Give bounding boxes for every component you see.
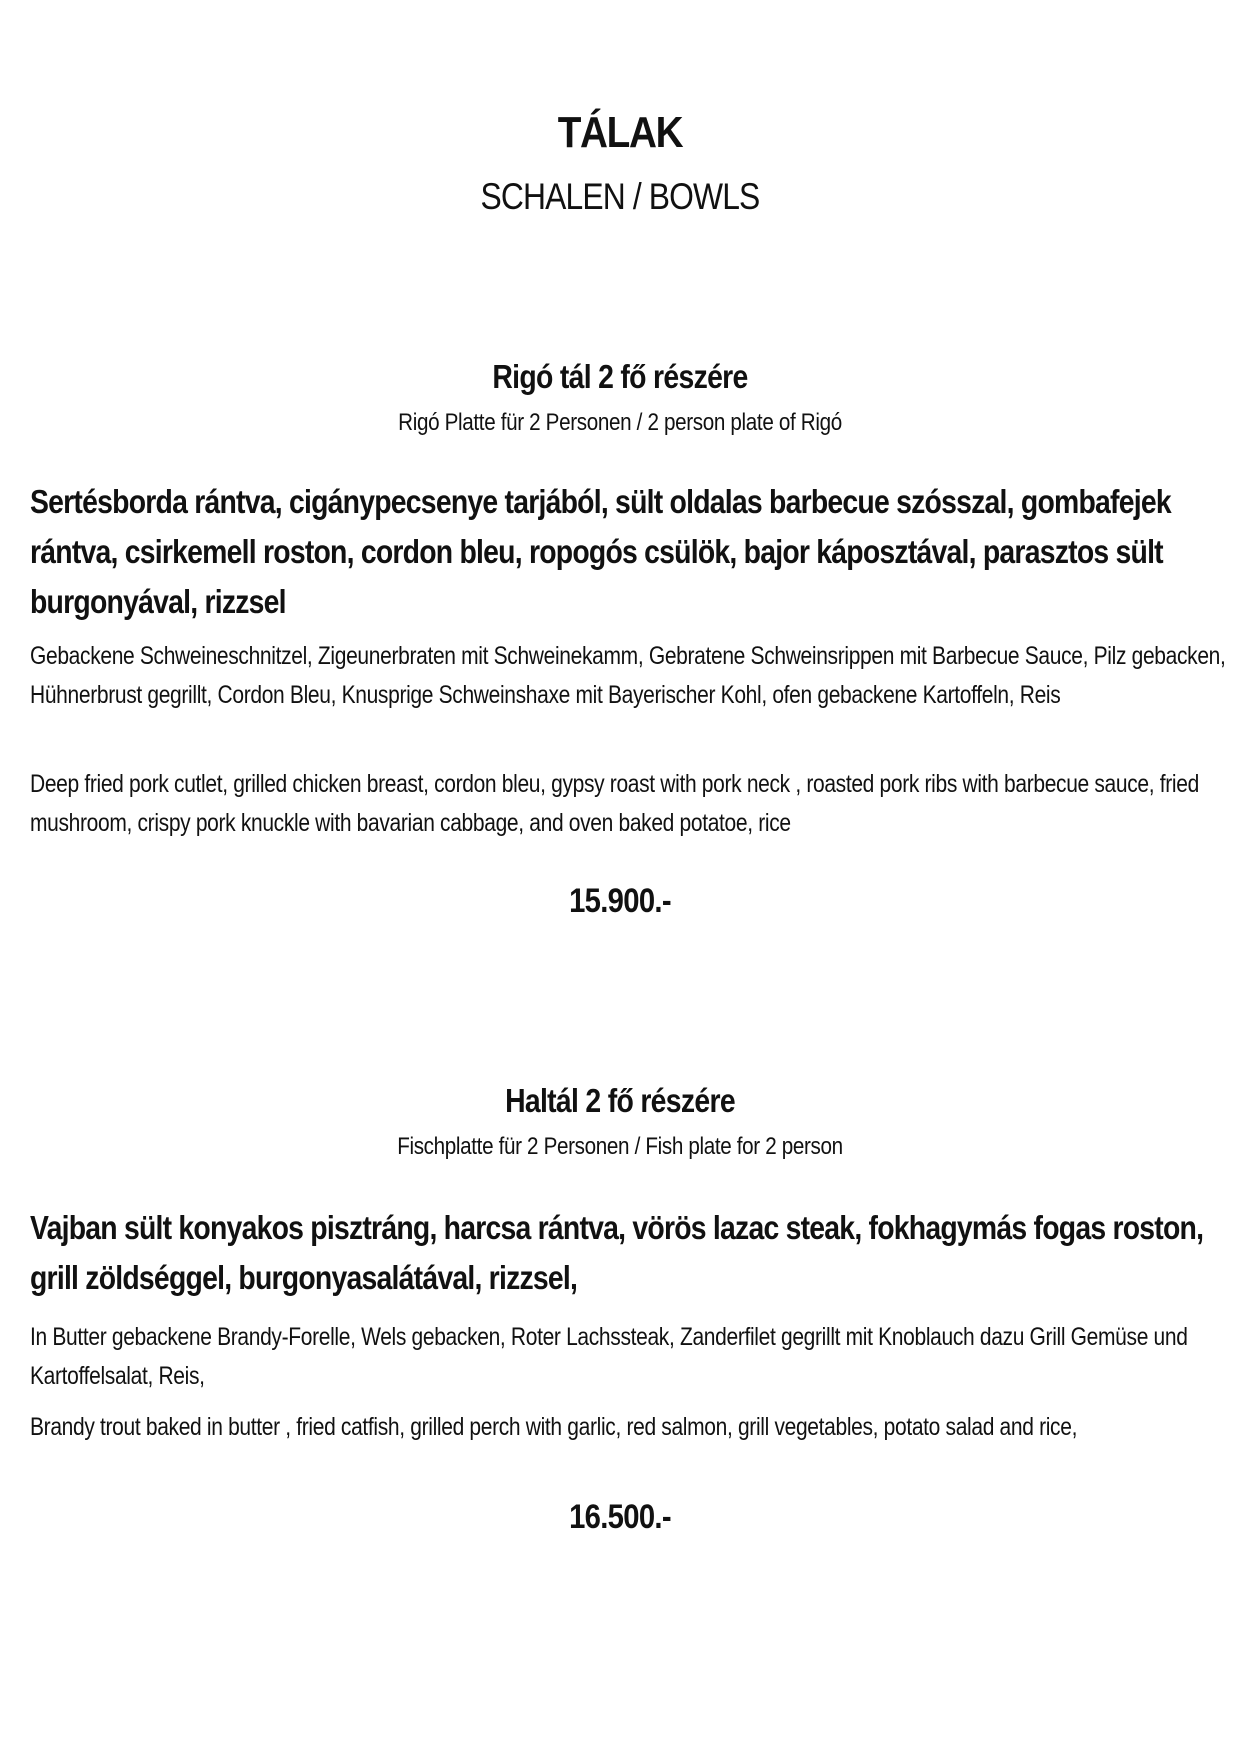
- dish-description-en: Deep fried pork cutlet, grilled chicken breast, cordon bleu, gypsy roast with pork neck , roasted pork ribs with barbecue sauce, fried mushroom, crispy pork knuckle with bavarian cabbage, and oven baked potatoe, rice: [30, 770, 1199, 837]
- dish-title: Rigó tál 2 fő részére: [492, 358, 748, 395]
- dish-description-hu: Sertésborda rántva, cigánypecsenye tarjából, sült oldalas barbecue szósszal, gombafejek rántva, csirkemell roston, cordon bleu, ropogós csülök, bajor káposztával, parasztos sült burgonyával, rizzsel: [30, 483, 1171, 620]
- dish-subtitle: Fischplatte für 2 Personen / Fish plate for 2 person: [397, 1133, 843, 1160]
- page-title: TÁLAK: [557, 108, 683, 157]
- page-subtitle: SCHALEN / BOWLS: [480, 176, 760, 217]
- dish-description-de: In Butter gebackene Brandy-Forelle, Wels gebacken, Roter Lachssteak, Zanderfilet gegrillt mit Knoblauch dazu Grill Gemüse und Kartoffelsalat, Reis,: [30, 1323, 1188, 1390]
- dish-description-hu: Vajban sült konyakos pisztráng, harcsa rántva, vörös lazac steak, fokhagymás fogas roston, grill zöldséggel, burgonyasalátával, rizzsel,: [30, 1209, 1204, 1296]
- dish-description-de: Gebackene Schweineschnitzel, Zigeunerbraten mit Schweinekamm, Gebratene Schweinsrippen mit Barbecue Sauce, Pilz gebacken, Hühnerbrust gegrillt, Cordon Bleu, Knusprige Schweinshaxe mit Bayerischer Kohl, ofen gebackene Kartoffeln, Reis: [30, 642, 1226, 709]
- dish-description-en: Brandy trout baked in butter , fried catfish, grilled perch with garlic, red salmon, grill vegetables, potato salad and rice,: [30, 1413, 1078, 1441]
- dish-title: Haltál 2 fő részére: [505, 1082, 735, 1119]
- dish-price: 16.500.-: [569, 1498, 671, 1536]
- dish-subtitle: Rigó Platte für 2 Personen / 2 person plate of Rigó: [398, 409, 842, 436]
- dish-price: 15.900.-: [569, 882, 671, 920]
